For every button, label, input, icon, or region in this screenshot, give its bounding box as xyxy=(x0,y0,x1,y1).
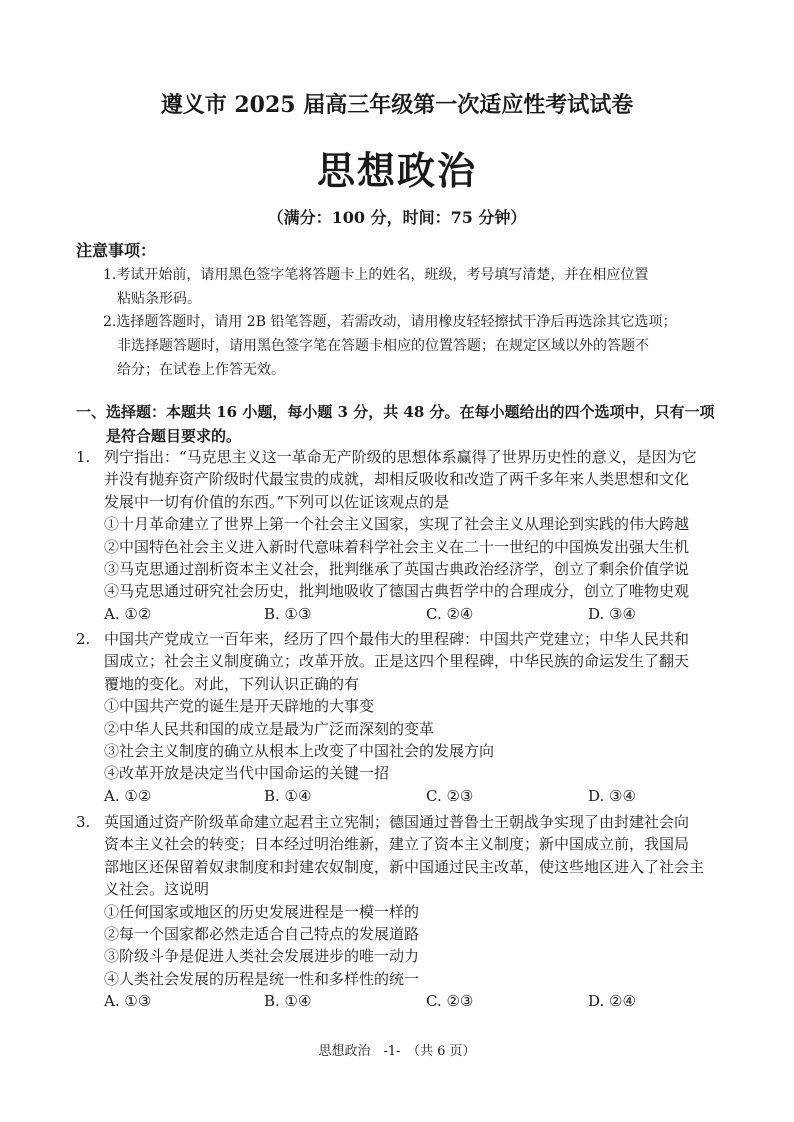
choice-d: D. ③④ xyxy=(588,604,636,623)
notice-item-1-line-2: 粘贴条形码。 xyxy=(117,291,201,307)
section-heading-line-1: 一、选择题：本题共 16 小题，每小题 3 分，共 48 分。在每小题给出的四个选项中，只有一项 xyxy=(76,403,715,421)
statement-option: ②每一个国家都必然走适合自己特点的发展道路 xyxy=(104,925,420,944)
choice-b: B. ①④ xyxy=(264,992,312,1011)
statement-option: ④人类社会发展的历程是统一性和多样性的统一 xyxy=(104,969,420,988)
choice-a: A. ①③ xyxy=(104,992,152,1011)
statement-option: ④改革开放是决定当代中国命运的关键一招 xyxy=(104,764,390,783)
question-stem-line: 中国共产党成立一百年来，经历了四个最伟大的里程碑：中国共产党建立；中华人民共和 xyxy=(104,630,690,648)
notice-item-2-line-1: 2.选择题答题时，请用 2B 铅笔答题，若需改动，请用橡皮轻轻擦拭干净后再选涂其它选项； xyxy=(103,314,677,330)
statement-option: ②中国特色社会主义进入新时代意味着科学社会主义在二十一世纪的中国焕发出强大生机 xyxy=(104,537,690,556)
notice-item-1 xyxy=(103,263,743,311)
question-stem-line: 英国通过资产阶级革命建立起君主立宪制；德国通过普鲁士王朝战争实现了由封建社会向 xyxy=(104,813,690,831)
question-stem-line: 国成立；社会主义制度确立；改革开放。正是这四个里程碑，中华民族的命运发生了翻天 xyxy=(104,652,690,671)
choice-b: B. ①④ xyxy=(264,786,312,805)
question-stem-line: 资本主义社会的转变；日本经过明治维新，建立了资本主义制度；新中国成立前，我国局 xyxy=(104,835,690,854)
choice-b: B. ①③ xyxy=(264,604,312,623)
choice-d: D. ②④ xyxy=(588,992,636,1011)
answer-choices xyxy=(104,603,736,625)
question-stem-line: 列宁指出：“马克思主义这一革命无产阶级的思想体系赢得了世界历史性的意义，是因为它 xyxy=(104,448,697,466)
subject-title: 思想政治 xyxy=(316,148,477,193)
statement-option: ①任何国家或地区的历史发展进程是一模一样的 xyxy=(104,902,420,921)
question-stem-line: 覆地的变化。对此，下列认识正确的有 xyxy=(104,674,360,693)
section-heading xyxy=(76,400,736,448)
question-3 xyxy=(76,811,736,1012)
choice-a: A. ①② xyxy=(104,786,152,805)
answer-choices xyxy=(104,990,736,1012)
question-stem-line: 发展中一切有价值的东西。”下列可以佐证该观点的是 xyxy=(104,492,450,511)
question-1 xyxy=(76,446,736,625)
statement-option: ②中华人民共和国的成立是最为广泛而深刻的变革 xyxy=(104,719,435,738)
question-stem-line: 义社会。这说明 xyxy=(104,880,210,899)
notice-item-2-line-3: 给分；在试卷上作答无效。 xyxy=(117,362,285,378)
choice-a: A. ①② xyxy=(104,604,152,623)
exam-title: 遵义市 2025 届高三年级第一次适应性考试试卷 xyxy=(160,92,634,118)
statement-option: ①中国共产党的诞生是开天辟地的大事变 xyxy=(104,697,375,716)
answer-choices xyxy=(104,785,736,807)
question-number: 3. xyxy=(76,813,91,831)
choice-c: C. ②④ xyxy=(426,604,474,623)
choice-c: C. ②③ xyxy=(426,992,474,1011)
question-number: 1. xyxy=(76,448,91,466)
notice-heading: 注意事项： xyxy=(76,241,157,260)
statement-option: ④马克思通过研究社会历史，批判地吸收了德国古典哲学中的合理成分，创立了唯物史观 xyxy=(104,582,690,601)
notice-item-2 xyxy=(103,310,743,382)
statement-option: ①十月革命建立了世界上第一个社会主义国家，实现了社会主义从理论到实践的伟大跨越 xyxy=(104,515,690,534)
notice-item-1-line-1: 1.考试开始前，请用黑色签字笔将答题卡上的姓名，班级，考号填写清楚，并在相应位置 xyxy=(103,267,649,283)
question-stem-line: 并没有抛弃资产阶级时代最宝贵的成就，却相反吸收和改造了两千多年来人类思想和文化 xyxy=(104,470,690,489)
question-number: 2. xyxy=(76,630,91,648)
notice-item-2-line-2: 非选择题答题时，请用黑色签字笔在答题卡相应的位置答题；在规定区域以外的答题不 xyxy=(117,338,649,354)
question-stem-line: 部地区还保留着奴隶制度和封建农奴制度，新中国通过民主改革，使这些地区进入了社会主 xyxy=(104,857,705,876)
question-2 xyxy=(76,628,736,807)
statement-option: ③社会主义制度的确立从根本上改变了中国社会的发展方向 xyxy=(104,742,495,761)
choice-d: D. ③④ xyxy=(588,786,636,805)
page-footer: 思想政治 -1- （共 6 页） xyxy=(318,1044,476,1059)
score-time-info: （满分：100 分，时间：75 分钟） xyxy=(267,208,527,227)
section-heading-line-2: 是符合题目要求的。 xyxy=(106,427,242,445)
statement-option: ③马克思通过剖析资本主义社会，批判继承了英国古典政治经济学，创立了剩余价值学说 xyxy=(104,560,690,579)
choice-c: C. ②③ xyxy=(426,786,474,805)
statement-option: ③阶级斗争是促进人类社会发展进步的唯一动力 xyxy=(104,947,420,966)
